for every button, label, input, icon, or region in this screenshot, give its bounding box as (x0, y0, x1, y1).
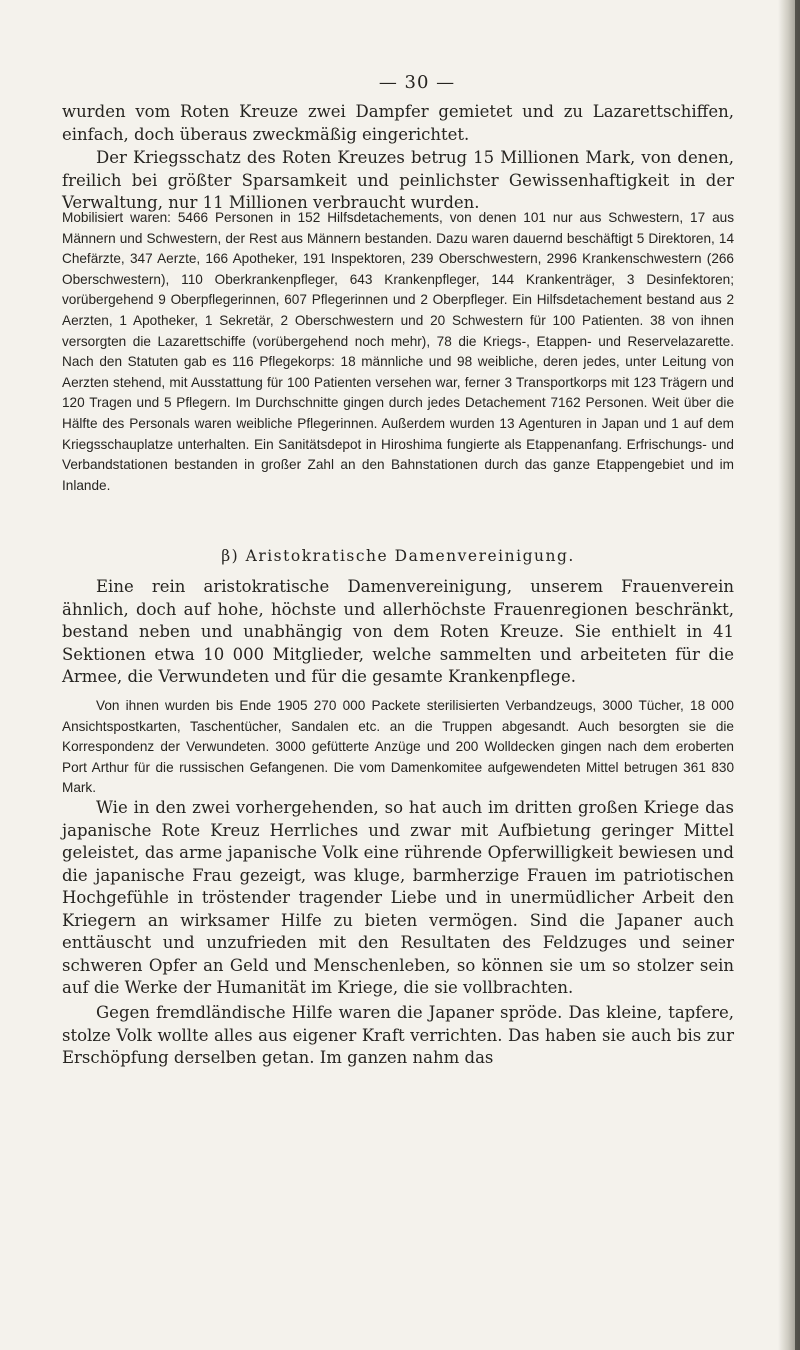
paragraph-foreign-help: Gegen fremdländische Hilfe waren die Japaner spröde. Das kleine, tapfere, stolze Volk wollte alles aus eigener Kraft verrichten. Das haben sie auch bis zur Erschöpfung derselben getan. Im ganzen nahm das (62, 1003, 734, 1067)
paragraph-donations: Von ihnen wurden bis Ende 1905 270 000 Packete sterilisierten Verbandzeugs, 3000 Tücher, 18 000 Ansichtspostkarten, Taschentücher, Sandalen etc. an die Truppen abgesandt. Auch besorgten sie die Korrespondenz der Verwundeten. 3000 gefütterte Anzüge und 200 Wolldecken gingen nach dem eroberten Port Arthur für die russischen Gefangenen. Die vom Damenkomitee aufgewendeten Mittel betrugen 361 830 Mark. (62, 698, 734, 796)
page-number: — 30 — (378, 72, 456, 93)
paragraph-lazarett-ships: wurden vom Roten Kreuze zwei Dampfer gemietet und zu Lazarettschiffen, einfach, doch überaus zweckmäßig eingerichtet. (62, 102, 734, 144)
paragraph-ladies-association: Eine rein aristokratische Damenvereinigung, unserem Frauenverein ähnlich, doch auf hohe, höchste und allerhöchste Frauenregionen beschränkt, bestand neben und unabhängig von dem Roten Kreuze. Sie enthielt in 41 Sektionen etwa 10 000 Mitglieder, welche sammelten und arbeiteten für die Armee, die Verwundeten und für die gesamte Krankenpflege. (62, 577, 734, 686)
paragraph-mobilized-personnel: Mobilisiert waren: 5466 Personen in 152 Hilfsdetachements, von denen 101 nur aus Schwestern, 17 aus Männern und Schwestern, der Rest aus Männern bestanden. Dazu waren dauernd beschäftigt 5 Direktoren, 14 Chefärzte, 347 Aerzte, 166 Apotheker, 191 Inspektoren, 239 Oberschwestern, 2996 Krankenschwestern (266 Oberschwestern), 110 Oberkrankenpfleger, 643 Krankenpfleger, 144 Krankenträger, 3 Desinfektoren; vorübergehend 9 Oberpflegerinnen, 607 Pflegerinnen und 2 Oberpfleger. Ein Hilfsdetachement bestand aus 2 Aerzten, 1 Apotheker, 1 Sekretär, 2 Oberschwestern und 20 Schwestern für 100 Patienten. 38 von ihnen versorgten die Lazarettschiffe (vorübergehend noch mehr), 78 die Kriegs-, Etappen- und Reservelazarette. Nach den Statuten gab es 116 Pflegekorps: 18 männliche und 98 weibliche, deren jedes, unter Leitung von Aerzten stehend, mit Ausstattung für 100 Patienten versehen war, ferner 3 Transportkorps mit 123 Trägern und 120 Tragen und 5 Pflegern. Im Durchschnitte gingen durch jedes Detachement 7162 Personen. Weit über die Hälfte des Personals waren weibliche Pflegerinnen. Außerdem wurden 13 Agenturen in Japan und 1 auf dem Kriegsschauplatze unterhalten. Ein Sanitätsdepot in Hiroshima fungierte als Etappenanfang. Erfrischungs- und Verbandstationen bestanden in großer Zahl an den Bahnstationen durch das ganze Etappengebiet und im Inlande. (62, 210, 734, 493)
paragraph-humanity-summary: Wie in den zwei vorhergehenden, so hat auch im dritten großen Kriege das japanische Rote Kreuz Herrliches und zwar mit Aufbietung geringer Mittel geleistet, das arme japanische Volk eine rührende Opferwilligkeit bewiesen und die japanische Frau gezeigt, was kluge, barmherzige Frauen im patriotischen Hochgefühle in tröstender tragender Liebe und in unermüdlicher Arbeit den Kriegern an wirksamer Hilfe zu bieten vermögen. Sind die Japaner auch enttäuscht und unzufrieden mit den Resultaten des Feldzuges und seiner schweren Opfer an Geld und Menschenleben, so können sie um so stolzer sein auf die Werke der Humanität im Kriege, die sie vollbrachten. (62, 798, 734, 997)
section-heading: β) Aristokratische Damenvereinigung. (221, 547, 575, 565)
paragraph-war-fund: Der Kriegsschatz des Roten Kreuzes betrug 15 Millionen Mark, von denen, freilich bei größter Sparsamkeit und peinlichster Gewissenhaftigkeit in der Verwaltung, nur 11 Millionen verbraucht wurden. (62, 148, 734, 212)
page-edge-binding (795, 0, 800, 1350)
